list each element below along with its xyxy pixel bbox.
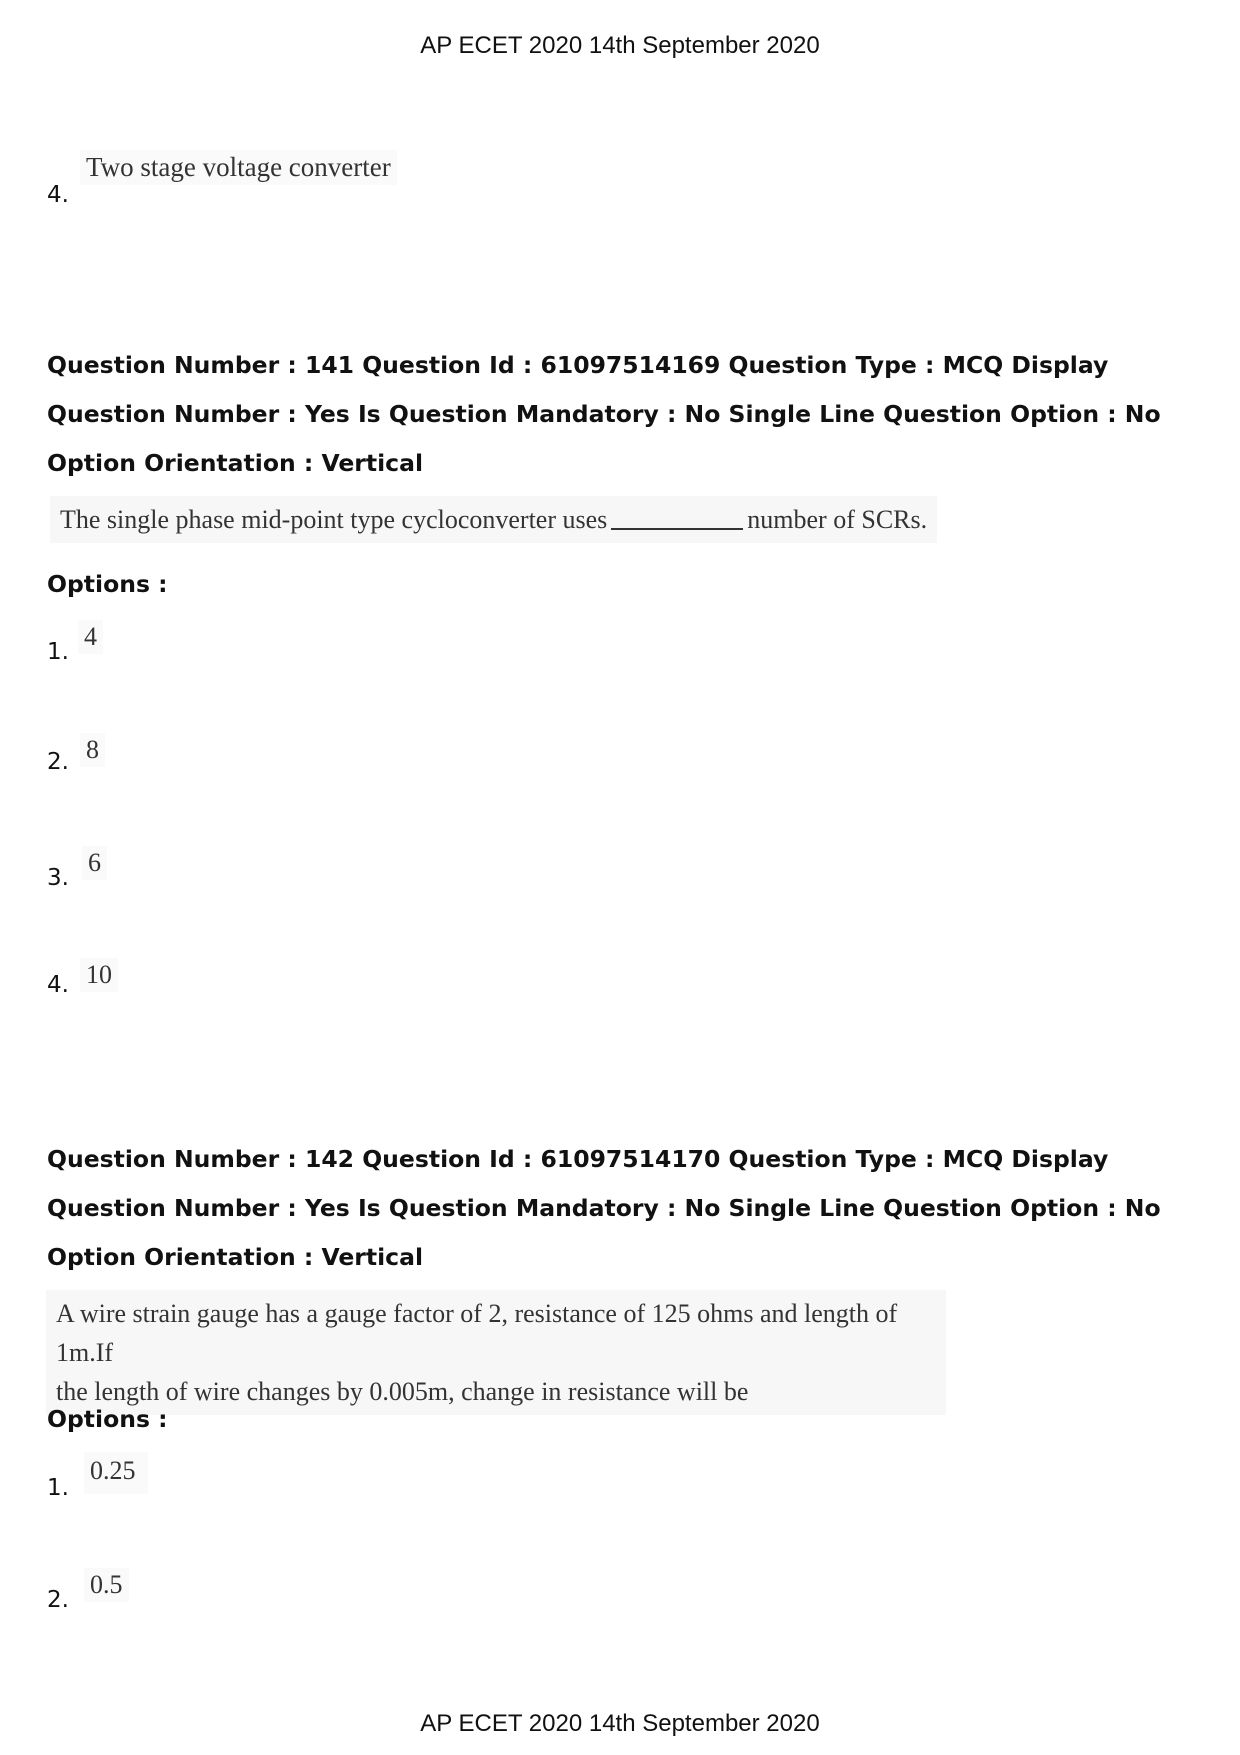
q141-text-before: The single phase mid-point type cycloconverter uses	[60, 505, 608, 534]
q142-line-1: A wire strain gauge has a gauge factor of 2, resistance of 125 ohms and length of 1m.If	[56, 1299, 898, 1367]
q141-text-after: number of SCRs.	[747, 505, 928, 534]
q142-question-image	[46, 1290, 946, 1415]
q141-question-image	[50, 496, 937, 543]
q141-meta: Question Number : 141 Question Id : 61097514169 Question Type : MCQ Display Question Number : Yes Is Question Mandatory : No Single Line Question Option : No Option Orientation : Vertical	[47, 351, 1161, 477]
q141-option-3-number: 3.	[47, 865, 69, 891]
q141-blank	[611, 528, 743, 530]
q141-options-label: Options :	[47, 570, 168, 598]
q141-option-1-value: 4	[78, 620, 103, 654]
page-footer: AP ECET 2020 14th September 2020	[420, 1710, 820, 1737]
q141-option-2-number: 2.	[47, 749, 69, 775]
q141-option-2-value: 8	[80, 733, 105, 767]
q141-option-1-number: 1.	[47, 639, 69, 665]
page-header: AP ECET 2020 14th September 2020	[420, 32, 820, 59]
q141-option-4-value: 10	[80, 958, 118, 992]
prev-option-text: Two stage voltage converter	[80, 150, 397, 185]
q142-option-1-number: 1.	[47, 1475, 69, 1501]
q142-options-label: Options :	[47, 1405, 168, 1433]
q142-meta: Question Number : 142 Question Id : 61097514170 Question Type : MCQ Display Question Number : Yes Is Question Mandatory : No Single Line Question Option : No Option Orientation : Vertical	[47, 1145, 1161, 1271]
prev-option-number: 4.	[47, 182, 69, 208]
q142-line-2: the length of wire changes by 0.005m, change in resistance will be	[56, 1377, 749, 1406]
q142-option-1-value: 0.25	[84, 1452, 148, 1494]
q142-option-2-number: 2.	[47, 1587, 69, 1613]
q141-option-3-value: 6	[82, 846, 107, 880]
q142-option-2-value: 0.5	[84, 1568, 129, 1602]
q141-option-4-number: 4.	[47, 972, 69, 998]
